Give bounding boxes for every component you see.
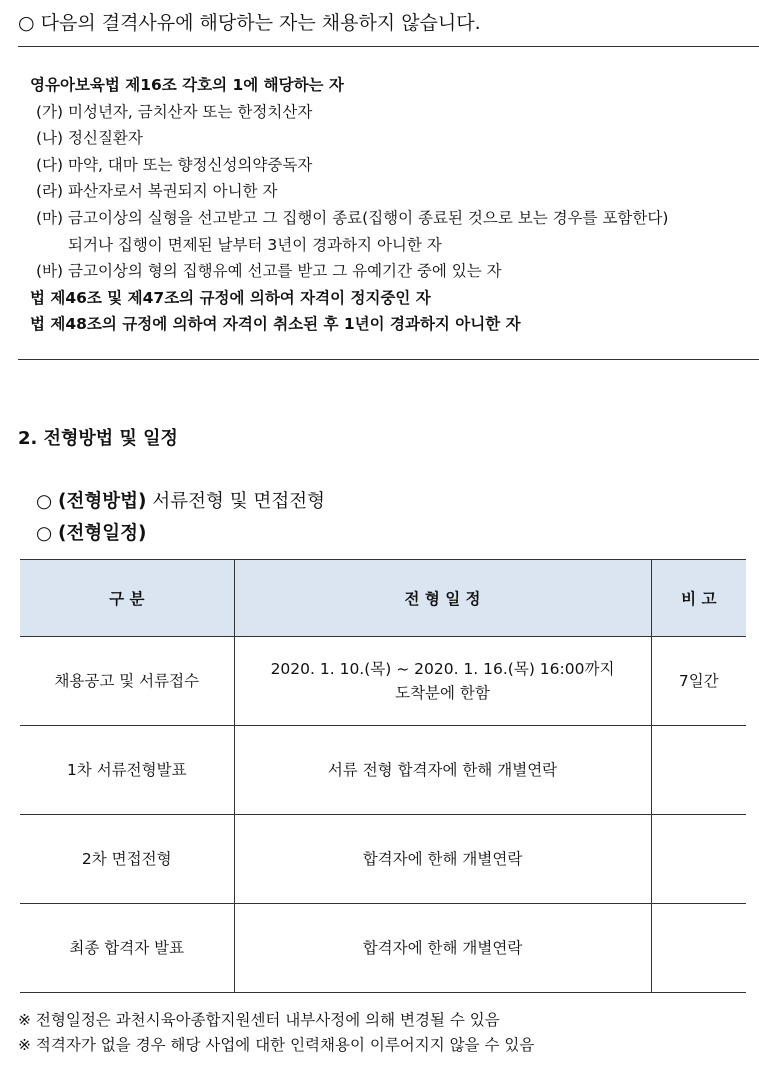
row-division: 2차 면접전형 [20, 815, 234, 904]
row-schedule: 서류 전형 합격자에 한해 개별연락 [234, 726, 651, 815]
schedule-table [20, 559, 746, 993]
row-division: 채용공고 및 서류접수 [20, 637, 234, 726]
disqualification-item-continuation: 되거나 집행이 면제된 날부터 3년이 경과하지 아니한 자 [68, 235, 442, 254]
table-row [20, 815, 746, 904]
header-schedule: 전 형 일 정 [234, 560, 651, 637]
law-46-clause: 법 제46조 및 제47조의 규정에 의하여 자격이 정지중인 자 [30, 288, 431, 307]
selection-method-text: 서류전형 및 면접전형 [152, 491, 325, 512]
intro-text: ○ 다음의 결격사유에 해당하는 자는 채용하지 않습니다. [18, 12, 481, 34]
row-note: 7일간 [651, 637, 746, 726]
row-note [651, 726, 746, 815]
disqualification-item: (바) 금고이상의 형의 집행유예 선고를 받고 그 유예기간 중에 있는 자 [36, 262, 502, 281]
footnotes [18, 1008, 534, 1058]
row-division: 1차 서류전형발표 [20, 726, 234, 815]
row-schedule: 합격자에 한해 개별연락 [234, 815, 651, 904]
circle-bullet-icon: ○ [36, 491, 53, 512]
row-schedule-line: 도착분에 한함 [395, 684, 490, 702]
table-row [20, 726, 746, 815]
row-schedule-line: 2020. 1. 10.(목) ~ 2020. 1. 16.(목) 16:00까지 [270, 660, 615, 678]
selection-schedule-label: (전형일정) [58, 523, 147, 544]
selection-method-label: (전형방법) [58, 491, 147, 512]
table-row [20, 637, 746, 726]
divider-top [18, 46, 759, 47]
selection-method-line [36, 487, 325, 513]
row-schedule: 합격자에 한해 개별연락 [234, 904, 651, 993]
law-48-clause: 법 제48조의 규정에 의하여 자격이 취소된 후 1년이 경과하지 아니한 자 [30, 315, 521, 334]
selection-schedule-line [36, 519, 146, 545]
footnote: ※ 전형일정은 과천시육아종합지원센터 내부사정에 의해 변경될 수 있음 [18, 1011, 500, 1029]
disqualification-title: 영유아보육법 제16조 각호의 1에 해당하는 자 [30, 76, 344, 94]
footnote: ※ 적격자가 없을 경우 해당 사업에 대한 인력채용이 이루어지지 않을 수 있음 [18, 1036, 535, 1054]
circle-bullet-icon: ○ [36, 523, 53, 544]
header-division: 구 분 [20, 560, 234, 637]
row-schedule [234, 637, 651, 726]
section-heading: 2. 전형방법 및 일정 [18, 428, 178, 449]
row-division: 최종 합격자 발표 [20, 904, 234, 993]
disqualification-list [30, 72, 668, 338]
disqualification-item: (라) 파산자로서 복권되지 아니한 자 [36, 182, 278, 201]
disqualification-item: (다) 마약, 대마 또는 향정신성의약중독자 [36, 155, 313, 174]
table-header-row [20, 560, 746, 637]
disqualification-item: (가) 미성년자, 금치산자 또는 한정치산자 [36, 102, 313, 121]
disqualification-item: (마) 금고이상의 실형을 선고받고 그 집행이 종료(집행이 종료된 것으로 보는 경우를 포함한다) [36, 208, 669, 227]
row-note [651, 904, 746, 993]
header-note: 비 고 [651, 560, 746, 637]
row-note [651, 815, 746, 904]
table-row [20, 904, 746, 993]
disqualification-item: (나) 정신질환자 [36, 129, 143, 148]
divider-bottom [18, 359, 759, 360]
